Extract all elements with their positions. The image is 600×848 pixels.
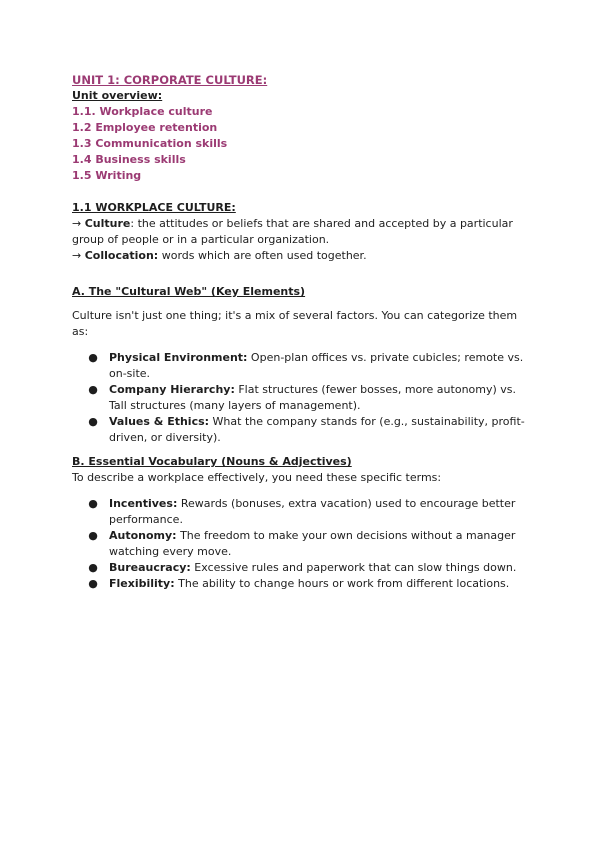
document-page bbox=[72, 72, 532, 592]
toc-item: 1.1. Workplace culture bbox=[72, 105, 213, 118]
list-item bbox=[72, 382, 532, 414]
bullet-icon: ● bbox=[88, 383, 98, 396]
bullet-icon: ● bbox=[88, 529, 98, 542]
arrow-icon: → bbox=[72, 249, 82, 262]
unit-overview-heading: Unit overview: bbox=[72, 89, 163, 102]
bullet-icon: ● bbox=[88, 415, 98, 428]
bullet-icon: ● bbox=[88, 351, 98, 364]
bullet-icon: ● bbox=[88, 561, 98, 574]
bullet-text: Flat structures (fewer bosses, more autonomy) vs. Tall structures (many layers of management). bbox=[109, 383, 517, 412]
bullet-term: Values & Ethics: bbox=[109, 415, 210, 428]
arrow-icon: → bbox=[72, 217, 82, 230]
section-a-intro: Culture isn't just one thing; it's a mix of several factors. You can categorize them as: bbox=[72, 309, 518, 338]
bullet-term: Incentives: bbox=[109, 497, 178, 510]
list-item bbox=[72, 414, 532, 446]
bullet-text: Rewards (bonuses, extra vacation) used to encourage better performance. bbox=[109, 497, 516, 526]
definition-text: words which are often used together. bbox=[158, 249, 367, 262]
list-item bbox=[72, 528, 532, 560]
bullet-icon: ● bbox=[88, 497, 98, 510]
toc-item: 1.2 Employee retention bbox=[72, 121, 218, 134]
list-item bbox=[72, 350, 532, 382]
bullet-term: Physical Environment: bbox=[109, 351, 248, 364]
section-b-bullets bbox=[72, 496, 532, 592]
list-item bbox=[72, 560, 532, 576]
definition-text: : the attitudes or beliefs that are shared and accepted by a particular group of people or in a particular organization. bbox=[72, 217, 513, 246]
bullet-term: Flexibility: bbox=[109, 577, 175, 590]
section-a-bullets bbox=[72, 350, 532, 446]
toc-item: 1.5 Writing bbox=[72, 169, 142, 182]
list-item bbox=[72, 496, 532, 528]
bullet-term: Company Hierarchy: bbox=[109, 383, 235, 396]
section-b-intro: To describe a workplace effectively, you need these specific terms: bbox=[72, 471, 442, 484]
bullet-text: The ability to change hours or work from different locations. bbox=[174, 577, 510, 590]
unit-overview-list bbox=[72, 104, 532, 184]
bullet-text: Open-plan offices vs. private cubicles; remote vs. on-site. bbox=[109, 351, 524, 380]
bullet-icon: ● bbox=[88, 577, 98, 590]
section-1-1-heading: 1.1 WORKPLACE CULTURE: bbox=[72, 201, 236, 214]
list-item bbox=[72, 576, 532, 592]
unit-title: UNIT 1: CORPORATE CULTURE: bbox=[72, 73, 268, 87]
definition-culture bbox=[72, 216, 532, 248]
bullet-term: Bureaucracy: bbox=[109, 561, 191, 574]
definition-term: Culture bbox=[84, 217, 131, 230]
definition-collocation bbox=[72, 248, 532, 264]
bullet-text: What the company stands for (e.g., sustainability, profit-driven, or diversity). bbox=[109, 415, 525, 444]
bullet-text: The freedom to make your own decisions without a manager watching every move. bbox=[109, 529, 516, 558]
bullet-term: Autonomy: bbox=[109, 529, 177, 542]
toc-item: 1.3 Communication skills bbox=[72, 137, 228, 150]
bullet-text: Excessive rules and paperwork that can slow things down. bbox=[190, 561, 517, 574]
definition-term: Collocation: bbox=[84, 249, 159, 262]
toc-item: 1.4 Business skills bbox=[72, 153, 186, 166]
section-a-heading: A. The "Cultural Web" (Key Elements) bbox=[72, 285, 306, 298]
section-b-heading: B. Essential Vocabulary (Nouns & Adjectives) bbox=[72, 455, 352, 468]
